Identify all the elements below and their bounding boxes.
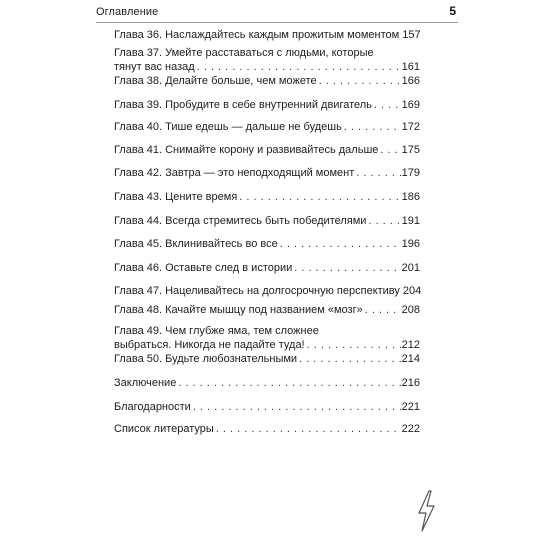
toc-entry[interactable] [114, 352, 420, 366]
toc-entry-title-line: Глава 41. Снимайте корону и развивайтесь дальше [114, 144, 379, 156]
toc-entry-title-line: Глава 38. Делайте больше, чем можете [114, 75, 317, 87]
toc-entry[interactable] [114, 237, 420, 251]
toc-entry[interactable] [114, 214, 420, 228]
toc-entry-page-number: 186 [401, 191, 420, 203]
toc-entry-row [114, 237, 420, 251]
toc-entry-title-line: Глава 40. Тише едешь — дальше не будешь [114, 121, 342, 133]
toc-entry-row [114, 28, 420, 42]
dot-leader [354, 166, 400, 180]
toc-entry[interactable] [114, 422, 420, 436]
toc-entry[interactable] [114, 120, 420, 134]
dot-leader [372, 98, 401, 112]
toc-entry-title-line: Заключение [114, 377, 177, 389]
toc-entry-title-line: тянут вас назад [114, 61, 195, 73]
toc-entry-row [114, 284, 420, 298]
toc-entry-page-number: 221 [401, 401, 420, 413]
toc-entry-row [114, 166, 420, 180]
toc-entry[interactable] [114, 143, 420, 157]
toc-entry-page-number: 208 [401, 304, 420, 316]
toc-entry-row [114, 120, 420, 134]
dot-leader [278, 237, 401, 251]
dot-leader [342, 120, 401, 134]
toc-entry-title-line: Глава 44. Всегда стремитесь быть победителями [114, 215, 367, 227]
toc-entry[interactable] [114, 190, 420, 204]
toc-entry[interactable] [114, 303, 420, 317]
toc-entry[interactable] [114, 261, 420, 275]
toc-entry-row [114, 261, 420, 275]
toc-entry-page-number: 161 [401, 61, 420, 73]
toc-entry-title-line: Глава 49. Чем глубже яма, тем сложнее [114, 325, 319, 337]
toc-entry-page-number: 175 [401, 144, 420, 156]
toc-entry-title-line: Глава 46. Оставьте след в истории [114, 262, 293, 274]
toc-entry-row [114, 214, 420, 228]
toc-entry[interactable] [114, 166, 420, 180]
toc-entry-row [114, 74, 420, 88]
dot-leader [195, 60, 401, 74]
toc-entry-page-number: 191 [401, 215, 420, 227]
toc-entry-row [114, 422, 420, 436]
toc-entry-row [114, 98, 420, 112]
toc-entry-page-number: 201 [401, 262, 420, 274]
running-header [96, 4, 458, 22]
toc-entry[interactable] [114, 376, 420, 390]
toc-entry-page-number: 179 [401, 167, 420, 179]
toc-entry-title-line: Глава 36. Наслаждайтесь каждым прожитым моментом [114, 29, 400, 41]
toc-entry-page-number: 157 [402, 29, 421, 41]
dot-leader [214, 422, 401, 436]
header-divider [96, 22, 458, 23]
dot-leader [317, 74, 401, 88]
toc-entry-row [114, 190, 420, 204]
toc-entry-title-line: Благодарности [114, 401, 191, 413]
running-header-title: Оглавление [96, 6, 159, 18]
toc-entry-page-number: 196 [401, 238, 420, 250]
dot-leader [191, 400, 401, 414]
toc-entry[interactable] [114, 28, 420, 42]
toc-entry-title-line: Глава 50. Будьте любознательными [114, 353, 298, 365]
dot-leader [378, 143, 400, 157]
toc-entry-title-line: Список литературы [114, 423, 214, 435]
toc-entry-title-line: Глава 39. Пробудите в себе внутренний двигатель [114, 99, 372, 111]
toc-entry-title-line: Глава 45. Вклинивайтесь во все [114, 238, 278, 250]
toc-entry-page-number: 222 [401, 423, 420, 435]
dot-leader [237, 190, 400, 204]
dot-leader [363, 303, 401, 317]
toc-entry[interactable] [114, 284, 420, 298]
toc-entry[interactable] [114, 400, 420, 414]
toc-entry-page-number: 169 [401, 99, 420, 111]
dot-leader [366, 214, 400, 228]
toc-entry-row [114, 60, 420, 74]
toc-entry[interactable] [114, 324, 420, 352]
toc-entry-title-line: Глава 42. Завтра — это неподходящий момент [114, 167, 355, 179]
toc-entry-title-line: выбраться. Никогда не падайте туда! [114, 339, 305, 351]
toc-entry-page-number: 212 [401, 339, 420, 351]
toc-entry[interactable] [114, 46, 420, 74]
dot-leader [292, 261, 400, 275]
dot-leader [297, 352, 401, 366]
toc-entry-row [114, 352, 420, 366]
toc-entry-page-number: 172 [401, 121, 420, 133]
toc-entry-title-line: Глава 47. Нацеливайтесь на долгосрочную перспективу [114, 285, 400, 297]
toc-entry-row [114, 376, 420, 390]
toc-entry[interactable] [114, 74, 420, 88]
toc-entry-title-line: Глава 37. Умейте расставаться с людьми, которые [114, 47, 374, 59]
toc-entry-title-line: Глава 43. Цените время [114, 191, 238, 203]
toc-entry-page-number: 216 [401, 377, 420, 389]
toc-entry-row [114, 338, 420, 352]
toc-entry-row [114, 143, 420, 157]
toc-entry-title-line: Глава 48. Качайте мышцу под названием «мозг» [114, 304, 363, 316]
dot-leader [305, 338, 401, 352]
toc-entry[interactable] [114, 98, 420, 112]
toc-entry-page-number: 204 [402, 285, 422, 297]
lightning-bolt-icon [416, 490, 436, 532]
toc-entry-row [114, 303, 420, 317]
dot-leader [176, 376, 400, 390]
toc-entry-row [114, 400, 420, 414]
page-number: 5 [449, 4, 456, 18]
toc-entry-page-number: 214 [401, 353, 420, 365]
toc-entry-page-number: 166 [401, 75, 420, 87]
